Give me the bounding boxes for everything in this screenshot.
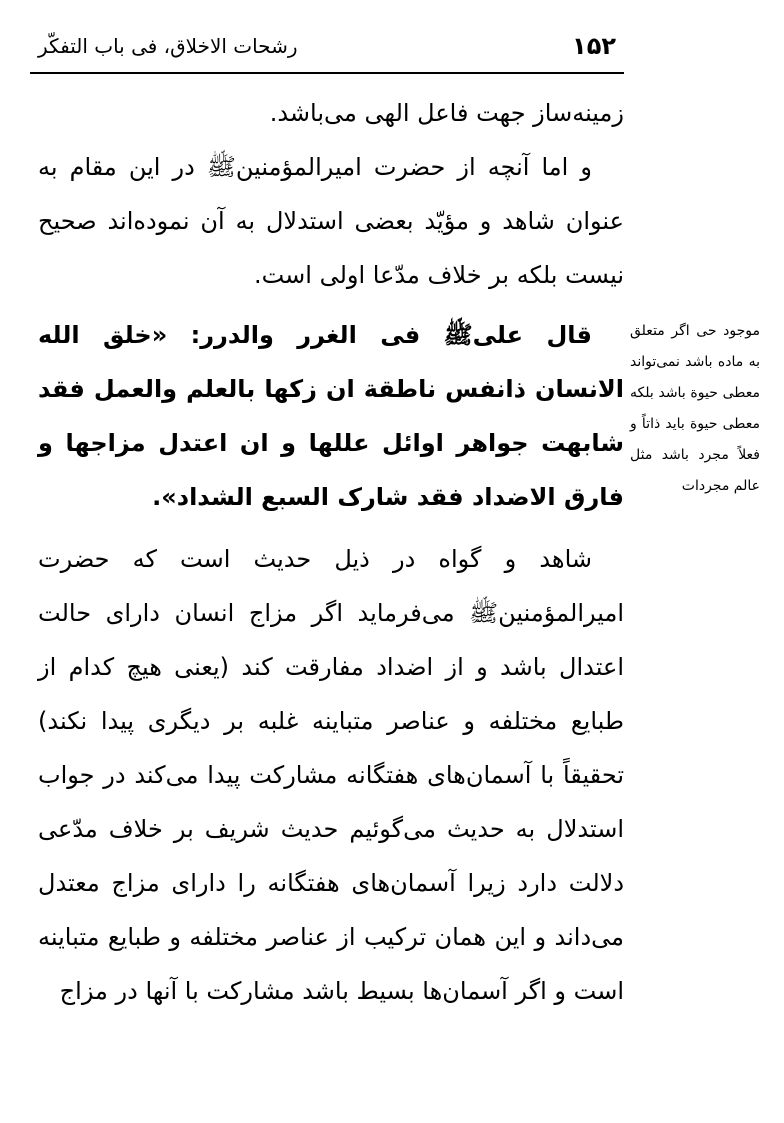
running-title: رشحات الاخلاق، فی باب التفکّر [38,34,298,58]
page-number: ۱۵۲ [572,32,616,60]
page-header [30,24,624,74]
paragraph-commentary: شاهد و گواه در ذیل حدیث است که حضرت امیرالمؤمنین‌ﷺ می‌فرماید اگر مزاج انسان دارای حالت اعتدال باشد و از اضداد مفارقت کند (یعنی هیچ کدام از طبایع مختلفه و عناصر متباینه غلبه بر دیگری پیدا نکند) تحقیقاً با آسمان‌های هفتگانه مشارکت پیدا می‌کند در جواب استدلال به حدیث می‌گوئیم حدیث شریف بر خلاف مدّعی دلالت دارد زیرا آسمان‌های هفتگانه را دارای مزاج معتدل می‌داند و این همان ترکیب از عناصر مختلفه و طبایع متباینه است و اگر آسمان‌ها بسیط باشد مشارکت با آنها در مزاج [38,545,624,1005]
main-text [38,86,624,1018]
paragraph-intro: و اما آنچه از حضرت امیرالمؤمنین‌ﷺ در این مقام به عنوان شاهد و مؤیّد بعضی استدلال به آن نموده‌اند صحیح نیست بلکه بر خلاف مدّعا اولی است. [38,153,624,289]
hadith-quote: قال علی‌ﷺ فی الغرر والدرر: «خلق الله الانسان ذانفس ناطقة ان زکها بالعلم والعمل فقد شابهت جواهر اوائل عللها و ان اعتدل مزاجها و فارق الاضداد فقد شارک السبع الشداد». [38,321,624,511]
paragraph-continuation: زمینه‌ساز جهت فاعل الهی می‌باشد. [269,99,624,127]
margin-note: موجود حی اگر متعلق به ماده باشد نمی‌تواند معطی حیوة باشد بلکه معطی حیوة باید ذاتاً و فعلاً مجرد باشد مثل عالم مجردات [630,323,760,494]
